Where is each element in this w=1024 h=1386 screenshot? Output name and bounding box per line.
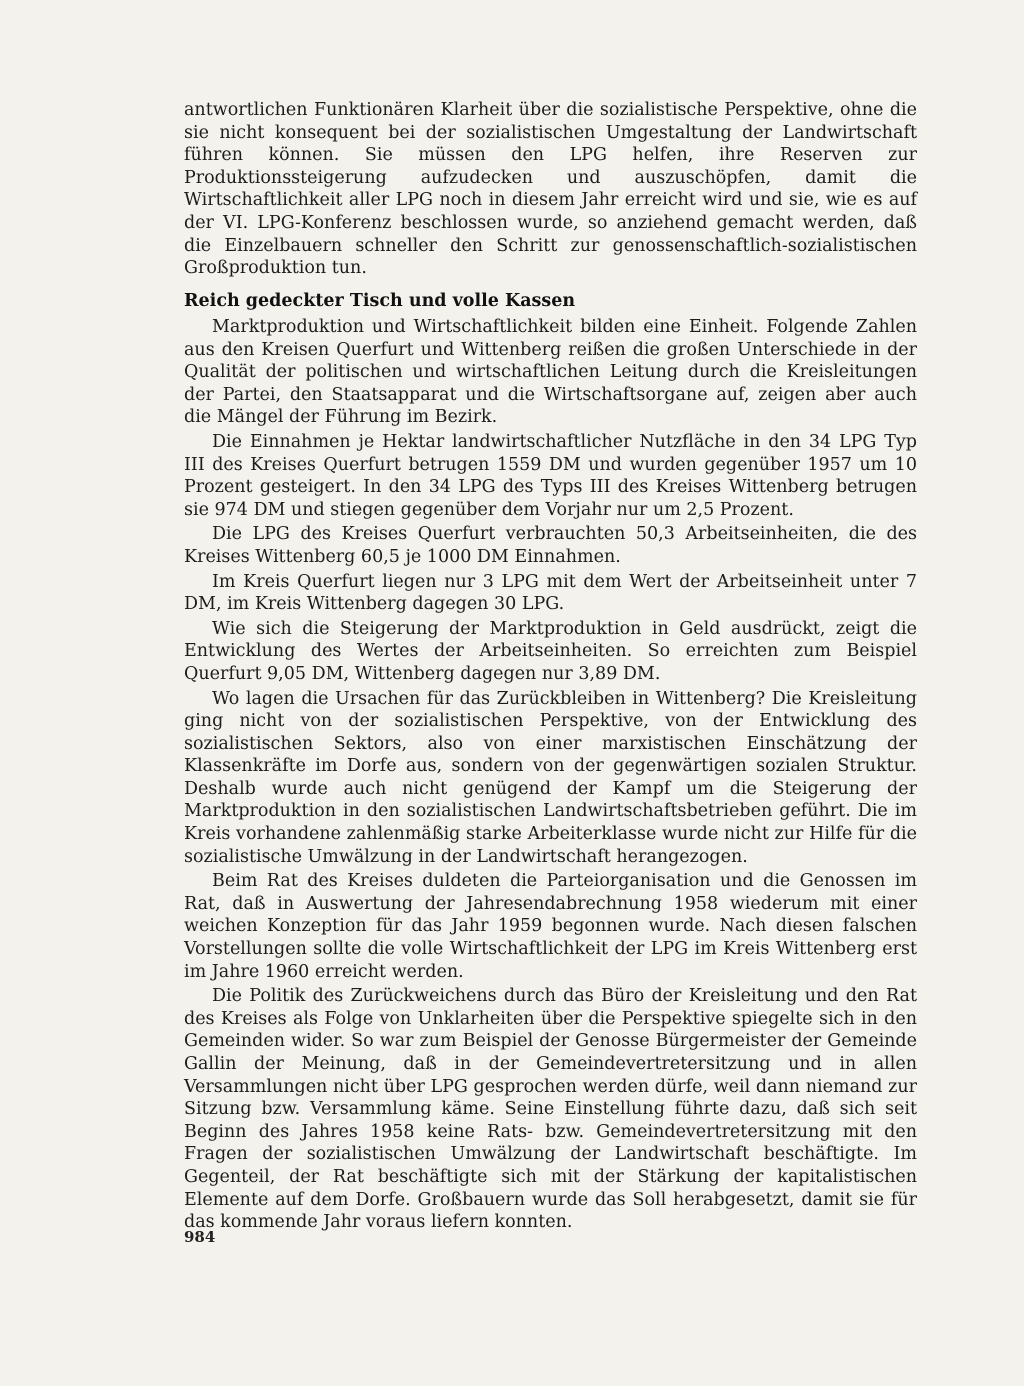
page-number: 984 — [184, 1228, 216, 1246]
section-body — [184, 316, 917, 1234]
intro-paragraph: antwortlichen Funktionären Klarheit über die sozialistische Perspektive, ohne die sie nicht konsequent bei der sozialistischen Umgestaltung der Landwirtschaft führen können. Sie müssen den LPG helfen, ihre Reserven zur Produktionssteigerung aufzudecken und auszuschöpfen, damit die Wirtschaftlichkeit aller LPG noch in diesem Jahr erreicht wird und sie, wie es auf der VI. LPG-Konferenz beschlossen wurde, so anziehend gemacht werden, daß die Einzelbauern schneller den Schritt zur genossenschaftlich-sozialistischen Großproduktion tun. — [184, 100, 917, 279]
body-paragraph: Wo lagen die Ursachen für das Zurückbleiben in Wittenberg? Die Kreisleitung ging nicht von der sozialistischen Perspektive, von der Entwicklung des sozialistischen Sektors, also von einer marxistischen Einschätzung der Klassenkräfte im Dorfe aus, sondern von der gegenwärtigen sozialen Struktur. Deshalb wurde auch nicht genügend der Kampf um die Steigerung der Marktproduktion in den sozialistischen Landwirtschaftsbetrieben geführt. Die im Kreis vorhandene zahlenmäßig starke Arbeiterklasse wurde nicht zur Hilfe für die sozialistische Umwälzung in der Landwirtschaft herangezogen. — [184, 688, 917, 867]
body-paragraph: Beim Rat des Kreises duldeten die Parteiorganisation und die Genossen im Rat, daß in Auswertung der Jahresendabrechnung 1958 wiederum mit einer weichen Konzeption für das Jahr 1959 begonnen wurde. Nach diesen falschen Vorstellungen sollte die volle Wirtschaftlichkeit der LPG im Kreis Wittenberg erst im Jahre 1960 erreicht werden. — [184, 871, 917, 982]
body-paragraph: Die Politik des Zurückweichens durch das Büro der Kreisleitung und den Rat des Kreises als Folge von Unklarheiten über die Perspektive spiegelte sich in den Gemeinden wider. So war zum Beispiel der Genosse Bürgermeister der Gemeinde Gallin der Meinung, daß in der Gemeindevertretersitzung und in allen Versammlungen nicht über LPG gesprochen werden dürfe, weil dann niemand zur Sitzung bzw. Versammlung käme. Seine Einstellung führte dazu, daß sich seit Beginn des Jahres 1958 keine Rats- bzw. Gemeindevertretersitzung mit den Fragen der sozialistischen Umwälzung der Landwirtschaft beschäftigte. Im Gegenteil, der Rat beschäftigte sich mit der Stärkung der kapitalistischen Elemente auf dem Dorfe. Großbauern wurde das Soll herabgesetzt, damit sie für das kommende Jahr voraus liefern konnten. — [184, 986, 917, 1233]
intro-text-block — [184, 99, 917, 280]
body-paragraph: Die LPG des Kreises Querfurt verbrauchten 50,3 Arbeitseinheiten, die des Kreises Wittenberg 60,5 je 1000 DM Einnahmen. — [184, 524, 917, 567]
body-paragraph: Im Kreis Querfurt liegen nur 3 LPG mit dem Wert der Arbeitseinheit unter 7 DM, im Kreis Wittenberg dagegen 30 LPG. — [184, 571, 917, 615]
body-paragraph: Wie sich die Steigerung der Marktproduktion in Geld ausdrückt, zeigt die Entwicklung des Wertes der Arbeitseinheiten. So erreichten zum Beispiel Querfurt 9,05 DM, Wittenberg dagegen nur 3,89 DM. — [184, 618, 917, 684]
body-paragraph: Die Einnahmen je Hektar landwirtschaftlicher Nutzfläche in den 34 LPG Typ III des Kreises Querfurt betrugen 1559 DM und wurden gegenüber 1957 um 10 Prozent gesteigert. In den 34 LPG des Typs III des Kreises Wittenberg betrugen sie 974 DM und stiegen gegenüber dem Vorjahr nur um 2,5 Prozent. — [184, 431, 917, 520]
section-heading: Reich gedeckter Tisch und volle Kassen — [184, 291, 576, 311]
body-paragraph: Marktproduktion und Wirtschaftlichkeit bilden eine Einheit. Folgende Zahlen aus den Kreisen Querfurt und Wittenberg reißen die großen Unterschiede in der Qualität der politischen und wirtschaftlichen Leitung durch die Kreisleitungen der Partei, den Staatsapparat und die Wirtschaftsorgane auf, zeigen aber auch die Mängel der Führung im Bezirk. — [184, 317, 917, 428]
